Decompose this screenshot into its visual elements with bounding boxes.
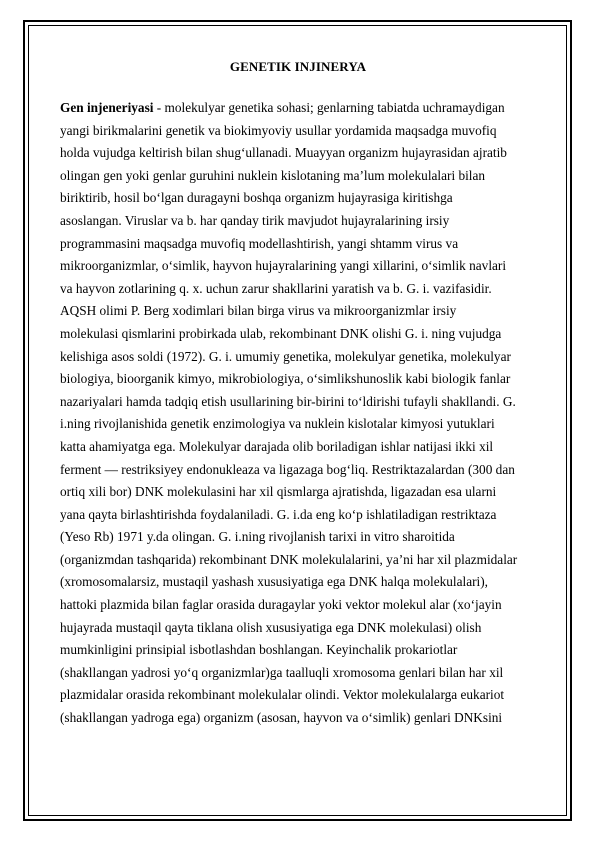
text-line [60,97,550,120]
text-line: katta ahamiyatga ega. Molekulyar darajada olib boriladigan ishlar natijasi ikki xil [60,438,494,454]
text-line: nazariyalari hamda tadqiq etish usullarining bir-birini to‘ldirishi tufayli shakllandi. G. [60,393,516,409]
text-line: (organizmdan tashqarida) rekombinant DNK molekulalarini, yaʼni har xil plazmidalar [60,551,518,567]
text-line: biologiya, bioorganik kimyo, mikrobiologiya, o‘simlikshunoslik kabi biologik fanlar [60,371,511,387]
text-line: i.ning rivojlanishida genetik enzimologiya va nuklein kislotalar kimyosi yutuklari [60,416,495,432]
text-line: (xromosomalarsiz, mustaqil yashash xususiyatiga ega DNK halqa molekulalari), [60,574,488,590]
text-line: ferment — restriksiyey endonukleaza va ligazaga bog‘liq. Restriktazalardan (300 dan [60,461,515,477]
text-line: (Yeso Rb) 1971 y.da olingan. G. i.ning rivojlanish tarixi in vitro sharoitida [60,529,455,545]
text-line: kelishiga asos soldi (1972). G. i. umumiy genetika, molekulyar genetika, molekulyar [60,348,511,364]
text-line: yana qayta birlashtirishda foydalaniladi. G. i.da eng ko‘p ishlatiladigan restriktaza [60,506,497,522]
text-line: ortiq xili bor) DNK molekulasini har xil qismlarga ajratishda, ligazadan esa ularni [60,484,497,500]
page-title: GENETIK INJINERYA [229,59,367,74]
text-line: (shakllangan yadroga ega) organizm (asosan, hayvon va o‘simlik) genlari DNKsini [60,710,503,726]
term-heading: Gen injeneriyasi [60,100,154,115]
text-line: hujayrada mustaqil qayta tiklana olish xususiyatiga ega DNK molekulasi) olish [60,619,482,635]
text-line: (shakllangan yadrosi yo‘q organizmlar)ga taalluqli xromosoma genlari bilan har xil [60,664,504,680]
text-line: mumkinligini prinsipial isbotlashdan boshlangan. Keyinchalik prokariotlar [60,642,458,658]
text-line: yangi birikmalarini genetik va biokimyoviy usullar yordamida maqsadga muvofiq [60,122,497,138]
text-line: hattoki plazmida bilan faglar orasida duragaylar yoki vektor molekul alar (xo‘jayin [60,597,502,613]
text-line: olingan gen yoki genlar guruhini nuklein kislotaning maʼlum molekulalari bilan [60,167,486,183]
body-text [60,97,550,730]
text-line: plazmidalar orasida rekombinant molekulalar olindi. Vektor molekulalarga eukariot [60,687,505,703]
text-line: biriktirib, hosil bo‘lgan duragayni boshqa organizm hujayrasiga kiritishga [60,190,453,206]
text-line: va hayvon zotlarining q. x. uchun zarur shakllarini yaratish va b. G. i. vazifasidir. [60,280,492,296]
text-line: asoslangan. Viruslar va b. har qanday tirik mavjudot hujayralarining irsiy [60,212,450,228]
text-line: AQSH olimi P. Berg xodimlari bilan birga virus va mikroorganizmlar irsiy [60,303,457,319]
text-line: mikroorganizmlar, o‘simlik, hayvon hujayralarining yangi xillarini, o‘simlik navlari [60,258,507,274]
text-line: programmasini maqsadga muvofiq modellashtirish, yangi shtamm virus va [60,235,459,251]
text-line: holda vujudga keltirish bilan shug‘ullanadi. Muayyan organizm hujayrasidan ajratib [60,145,507,161]
text-line: molekulasi qismlarini probirkada ulab, rekombinant DNK olishi G. i. ning vujudga [60,325,502,341]
text-line-rest: - molekulyar genetika sohasi; genlarning tabiatda uchramaydigan [153,100,505,115]
